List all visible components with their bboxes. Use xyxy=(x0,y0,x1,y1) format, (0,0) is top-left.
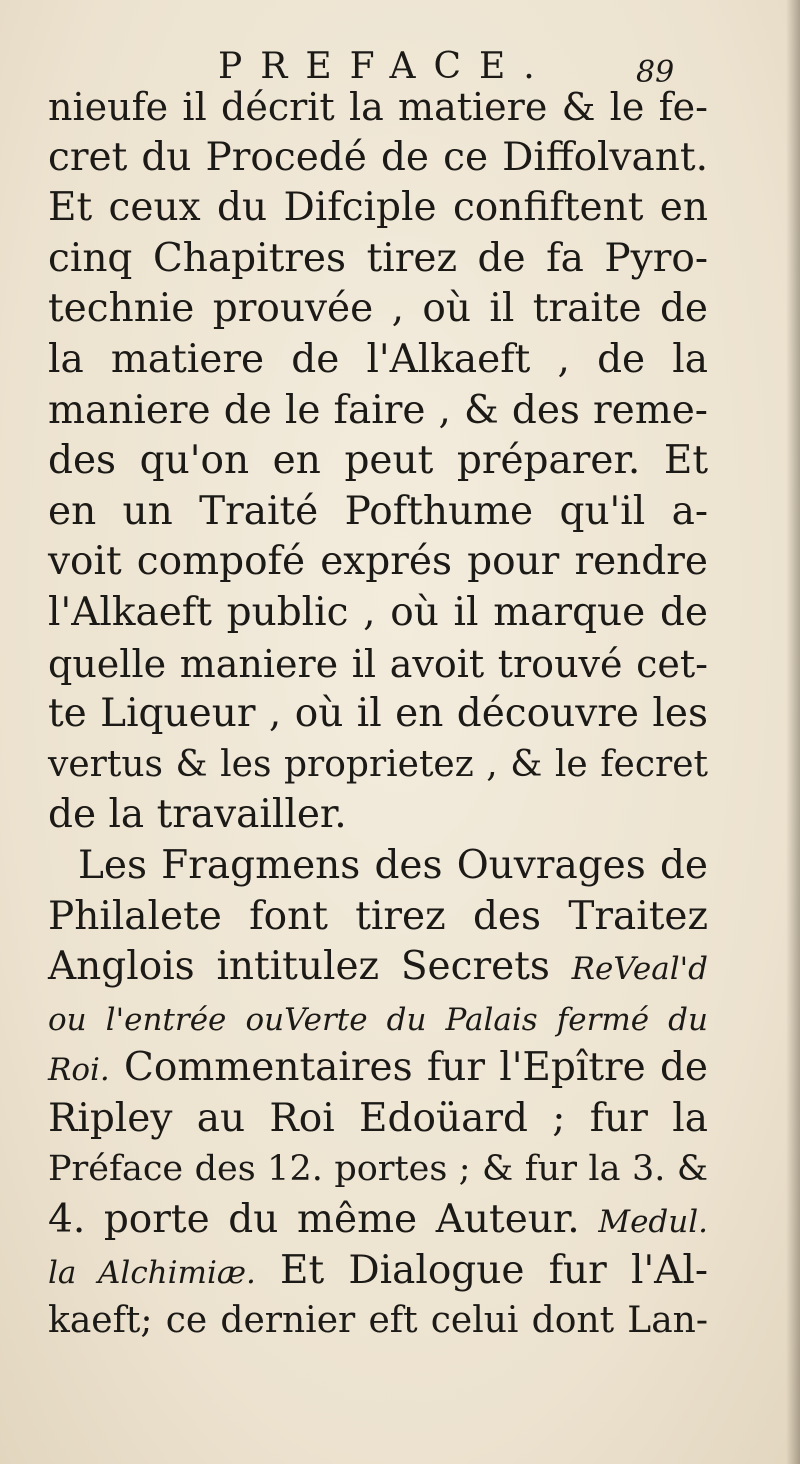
text-line xyxy=(48,537,708,588)
text-line xyxy=(48,436,708,487)
text-line xyxy=(48,133,708,184)
italic-title: Roi. xyxy=(48,1052,110,1089)
line-text: quelle maniere il avoit trouvé cet- xyxy=(48,641,708,686)
line-text: technie prouvée , où il traite de xyxy=(48,286,708,332)
line-text: de la travailler. xyxy=(48,792,347,838)
text-line xyxy=(48,183,708,234)
italic-title: ReVeal'd xyxy=(571,951,708,988)
text-line xyxy=(48,892,708,943)
paragraph-start-line xyxy=(48,841,708,892)
text-line xyxy=(48,284,708,335)
paragraph-end-line xyxy=(48,790,708,841)
line-text: cret du Procedé de ce Diffolvant. xyxy=(48,134,708,180)
italic-title: Medul. xyxy=(598,1204,708,1241)
line-text: Préface des 12. portes ; & fur la 3. & xyxy=(48,1149,708,1190)
page-number: 89 xyxy=(636,55,675,90)
text-line xyxy=(48,335,708,386)
body-text xyxy=(48,82,708,1347)
text-line xyxy=(48,689,708,740)
text-line xyxy=(48,1144,708,1195)
text-line xyxy=(48,740,708,791)
text-line xyxy=(48,386,708,437)
line-text: Anglois intitulez Secrets xyxy=(48,944,550,990)
text-line xyxy=(48,1195,708,1246)
text-line xyxy=(48,1094,708,1145)
line-text: voit compofé exprés pour rendre xyxy=(48,539,708,585)
text-line xyxy=(48,1043,708,1094)
line-text: en un Traité Pofthume qu'il a- xyxy=(48,488,708,534)
text-line xyxy=(48,942,708,993)
text-line xyxy=(48,234,708,285)
line-text: Ripley au Roi Edoüard ; fur la xyxy=(48,1095,708,1141)
text-line xyxy=(48,82,708,133)
text-line xyxy=(48,993,708,1044)
line-text: Philalete font tirez des Traitez xyxy=(48,893,708,939)
line-text: kaeft; ce dernier eft celui dont Lan- xyxy=(48,1300,708,1342)
line-text: Commentaires fur l'Epître de xyxy=(124,1045,708,1091)
text-line xyxy=(48,487,708,538)
italic-title: la Alchimiæ. xyxy=(48,1254,256,1291)
line-text: des qu'on en peut préparer. Et xyxy=(48,438,708,484)
line-text: vertus & les proprietez , & le fecret xyxy=(48,743,708,785)
page-edge-shadow xyxy=(786,0,800,1464)
text-line xyxy=(48,588,708,639)
line-text: maniere de le faire , & des reme- xyxy=(48,387,708,433)
line-text: Et ceux du Difciple confiftent en xyxy=(48,185,708,231)
text-line xyxy=(48,639,708,690)
running-head-title: PREFACE. xyxy=(218,46,553,87)
line-text: Et Dialogue fur l'Al- xyxy=(280,1247,708,1293)
line-text: la matiere de l'Alkaeft , de la xyxy=(48,336,708,382)
text-line xyxy=(48,1246,708,1297)
italic-title: ou l'entrée ouVerte du Palais fermé du xyxy=(48,1001,708,1038)
text-line xyxy=(48,1296,708,1347)
line-text: Les Fragmens des Ouvrages de xyxy=(78,842,708,888)
line-text: cinq Chapitres tirez de fa Pyro- xyxy=(48,235,708,281)
line-text: te Liqueur , où il en découvre les xyxy=(48,691,708,737)
line-text: 4. porte du même Auteur. xyxy=(48,1197,580,1243)
line-text: nieufe il décrit la matiere & le fe- xyxy=(48,85,708,129)
line-text: l'Alkaeft public , où il marque de xyxy=(48,589,708,635)
